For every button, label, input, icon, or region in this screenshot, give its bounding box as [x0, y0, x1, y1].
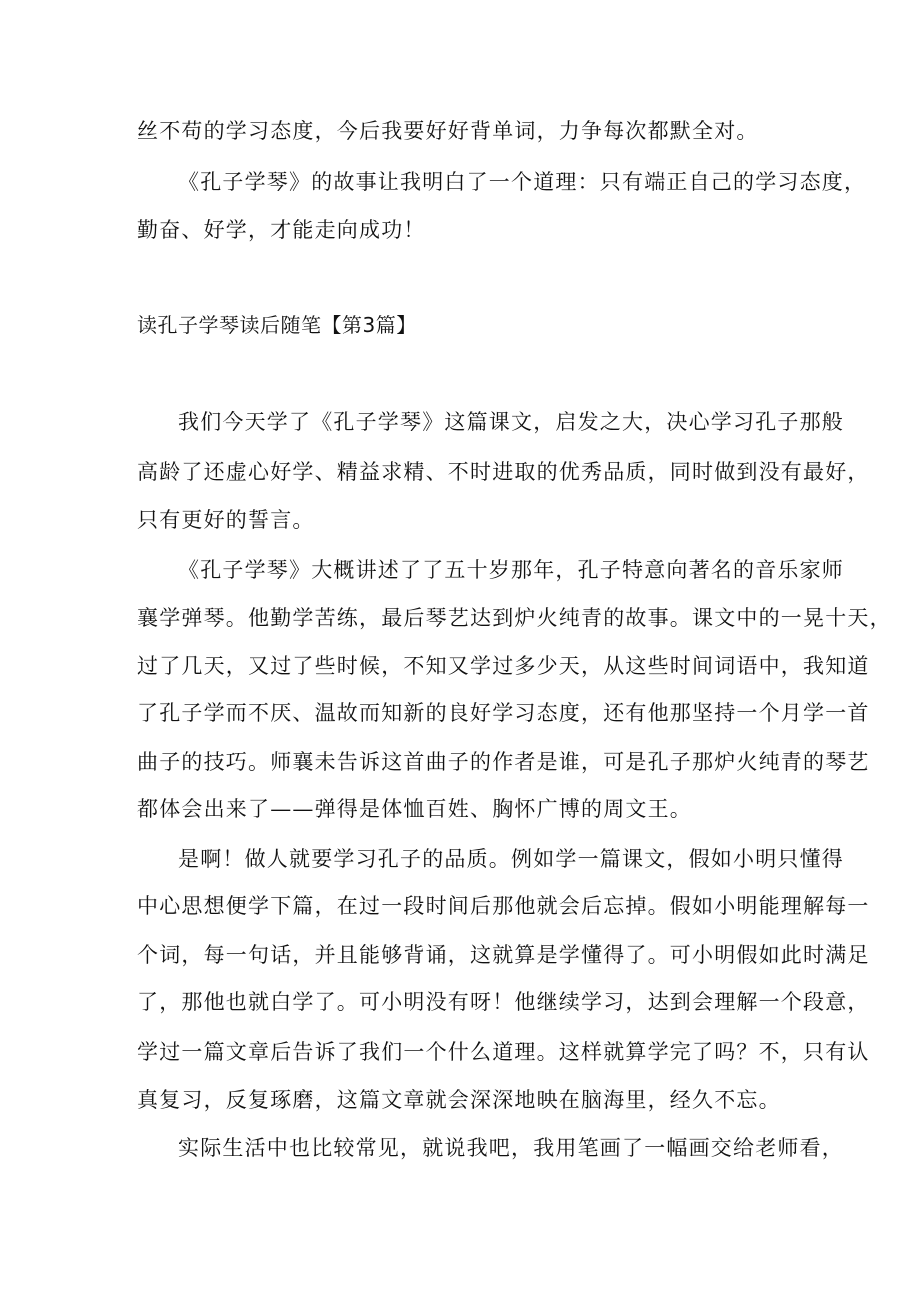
paragraph-2-line-3: 过了几天，又过了些时候，不知又学过多少天，从这些时间词语中，我知道 — [137, 654, 870, 678]
paragraph-1-line-1: 我们今天学了《孔子学琴》这篇课文，启发之大，决心学习孔子那般 — [178, 410, 844, 434]
paragraph-3-line-1: 是啊！做人就要学习孔子的品质。例如学一篇课文，假如小明只懂得 — [178, 847, 844, 871]
paragraph-4-line-1: 实际生活中也比较常见，就说我吧，我用笔画了一幅画交给老师看， — [178, 1136, 844, 1160]
paragraph-3-line-2: 中心思想便学下篇，在过一段时间后那他就会后忘掉。假如小明能理解每一 — [137, 894, 870, 918]
paragraph-1-line-3: 只有更好的誓言。 — [137, 508, 315, 532]
paragraph-3-line-6: 真复习，反复琢磨，这篇文章就会深深地映在脑海里，经久不忘。 — [137, 1088, 781, 1112]
paragraph-2-line-2: 襄学弹琴。他勤学苦练，最后琴艺达到炉火纯青的故事。课文中的一晃十天， — [137, 606, 892, 630]
paragraph-2-line-6: 都体会出来了——弹得是体恤百姓、胸怀广博的周文王。 — [137, 797, 692, 821]
paragraph-2-line-1: 《孔子学琴》大概讲述了了五十岁那年，孔子特意向著名的音乐家师 — [178, 558, 844, 582]
section-title: 读孔子学琴读后随笔【第3篇】 — [137, 313, 417, 337]
paragraph-1-line-2: 高龄了还虚心好学、精益求精、不时进取的优秀品质，同时做到没有最好， — [137, 460, 870, 484]
paragraph-3-line-3: 个词，每一句话，并且能够背诵，这就算是学懂得了。可小明假如此时满足 — [137, 943, 870, 967]
intro-line-1: 丝不苟的学习态度，今后我要好好背单词，力争每次都默全对。 — [137, 119, 759, 143]
intro-line-3: 勤奋、好学，才能走向成功！ — [137, 218, 426, 242]
paragraph-2-line-5: 曲子的技巧。师襄未告诉这首曲子的作者是谁，可是孔子那炉火纯青的琴艺 — [137, 750, 870, 774]
paragraph-2-line-4: 了孔子学而不厌、温故而知新的良好学习态度，还有他那坚持一个月学一首 — [137, 701, 870, 725]
paragraph-3-line-5: 学过一篇文章后告诉了我们一个什么道理。这样就算学完了吗？不，只有认 — [137, 1040, 870, 1064]
paragraph-3-line-4: 了，那他也就白学了。可小明没有呀！他继续学习，达到会理解一个段意， — [137, 990, 870, 1014]
intro-line-2: 《孔子学琴》的故事让我明白了一个道理：只有端正自己的学习态度， — [178, 170, 867, 194]
